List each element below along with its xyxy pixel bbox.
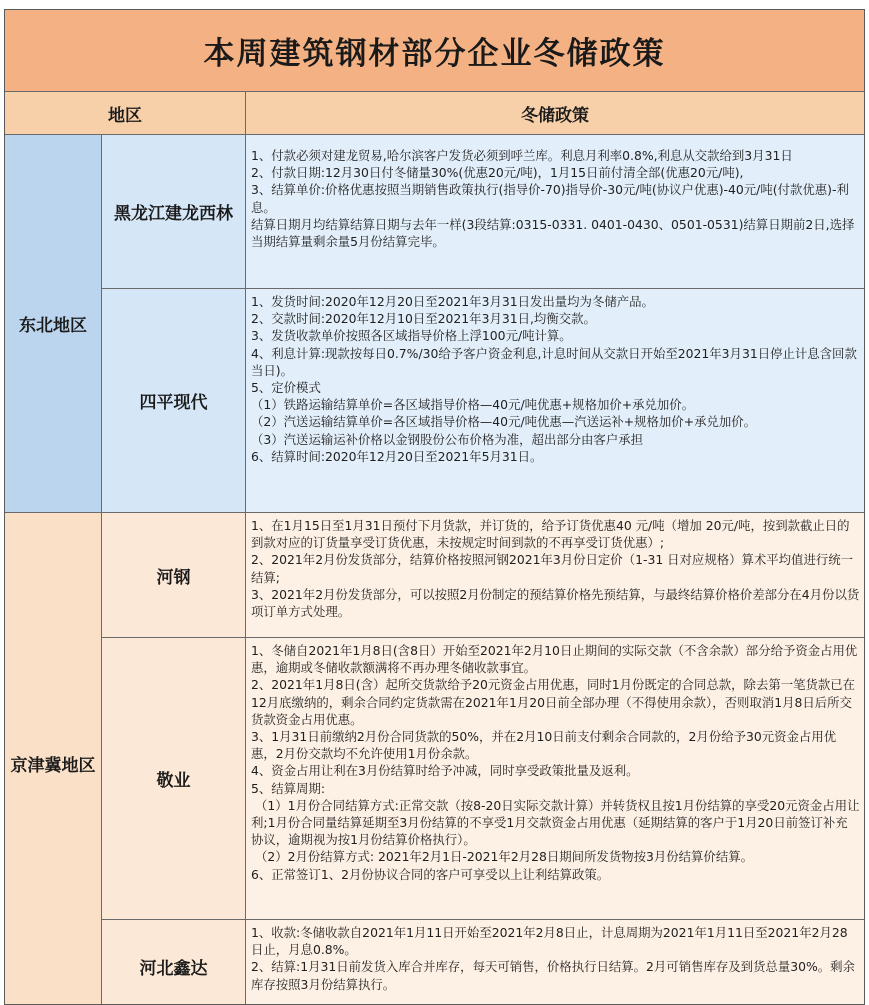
policy-line: 2、交款时间:2020年12月10日至2021年3月31日,均衡交款。 — [251, 311, 596, 327]
policy-line: 5、结算周期: — [251, 780, 326, 796]
page-title: 本周建筑钢材部分企业冬储政策 — [5, 10, 864, 92]
policy-line: 6、结算时间:2020年12月20日至2021年5月31日。 — [251, 448, 543, 464]
region-northeast: 东北地区 — [5, 135, 102, 513]
policy-line: （2）汽送运输结算单价=各区域指导价格—40元/吨优惠—汽送运补+规格加价+承兑加价。 — [251, 414, 757, 430]
policy-hegang — [246, 513, 864, 638]
policy-line: 1、发货时间:2020年12月20日至2021年3月31日发出量均为冬储产品。 — [251, 294, 654, 309]
policy-siping-xiandai — [246, 289, 864, 513]
header-policy: 冬储政策 — [246, 92, 864, 135]
policy-line: 6、正常签订1、2月份协议合同的客户可享受以上让利结算政策。 — [251, 866, 610, 882]
policy-line: （3）汽送运输运补价格以金钢股份公布价格为准，超出部分由客户承担 — [251, 431, 643, 447]
policy-line: 1、冬储自2021年1月8日(含8日）开始至2021年2月10日止期间的实际交款（不含余款）部分给予资金占用优惠，逾期或冬储收款额满将不再办理冬储收款事宜。 — [251, 643, 858, 676]
company-siping-xiandai: 四平现代 — [102, 289, 246, 513]
company-jingye: 敬业 — [102, 638, 246, 920]
policy-line: 3、结算单价:价格优惠按照当期销售政策执行(指导价-70)指导价-30元/吨(协议户优惠)-40元/吨(付款优惠)-利息。 — [251, 182, 849, 215]
company-hegang: 河钢 — [102, 513, 246, 638]
policy-line: 1、在1月15日至1月31日预付下月货款，并订货的，给予订货优惠40 元/吨（增加 20元/吨，按到款截止日的到款对应的订货量享受订货优惠，未按规定时间到款的不再享受订货优惠）; — [251, 518, 850, 551]
policy-heilongjiang-jianlong-xilin — [246, 135, 864, 289]
policy-line: 3、发货收款单价按照各区域指导价格上浮100元/吨计算。 — [251, 328, 572, 344]
policy-line: 1、付款必须对建龙贸易,哈尔滨客户发货必须到呼兰库。利息月利率0.8%,利息从交款给到3月31日 — [251, 148, 793, 163]
policy-line: 1、收款:冬储收款自2021年1月11日开始至2021年2月8日止，计息周期为2021年1月11日至2021年2月28日止，月息0.8%。 — [251, 925, 848, 958]
policy-jingye — [246, 638, 864, 920]
company-hebei-xinda: 河北鑫达 — [102, 920, 246, 1005]
policy-line: 2、2021年1月8日(含）起所交货款给予20元资金占用优惠，同时1月份既定的合同总款，除去第一笔货款已在12月底缴纳的，剩余合同约定货款需在2021年1月20日前全部办理（不得使用余款），否则取消1月8日后所交货款资金占用优惠。 — [251, 677, 856, 727]
policy-line: 5、定价模式 — [251, 380, 321, 396]
policy-line: 2、结算:1月31日前发货入库合并库存，每天可销售，价格执行日结算。2月可销售库存及到货总量30%。剩余库存按照3月份结算执行。 — [251, 959, 855, 992]
company-heilongjiang-jianlong-xilin: 黑龙江建龙西林 — [102, 135, 246, 289]
header-region: 地区 — [5, 92, 246, 135]
winter-storage-policy-table — [4, 9, 865, 1005]
policy-line: 3、2021年2月份发货部分，可以按照2月份制定的预结算价格先预结算，与最终结算价格价差部分在4月份以货项订单方式处理。 — [251, 586, 860, 620]
policy-line: （1）1月份合同结算方式:正常交款（按8-20日实际交款计算）并转货权且按1月份结算的享受20元资金占用让利;1月份合同量结算延期至3月份结算的不享受1月交款资金占用优惠（延期结算的客户于1月20日前签订补充协议，逾期视为按1月份结算价格执行）。 — [251, 797, 860, 848]
policy-line: 3、1月31日前缴纳2月份合同货款的50%，并在2月10日前支付剩余合同款的，2月份给予30元资金占用优惠，2月份交款均不允许使用1月份余款。 — [251, 729, 837, 762]
policy-line: 4、资金占用让利在3月份结算时给予冲减，同时享受政策批量及返利。 — [251, 763, 639, 779]
policy-line: 结算日期月均结算结算日期与去年一样(3段结算:0315-0331. 0401-0430、0501-0531)结算日期前2日,选择当期结算量剩余量5月份结算完毕。 — [251, 216, 855, 250]
region-jingjinji: 京津冀地区 — [5, 513, 102, 1005]
policy-hebei-xinda — [246, 920, 864, 1005]
policy-line: 4、利息计算:现款按每日0.7%/30给予客户资金利息,计息时间从交款日开始至2021年3月31日停止计息含回款当日)。 — [251, 345, 857, 378]
policy-line: （1）铁路运输结算单价=各区域指导价格—40元/吨优惠+规格加价+承兑加价。 — [251, 397, 695, 413]
policy-line: （2）2月份结算方式: 2021年2月1日-2021年2月28日期间所发货物按3月份结算价结算。 — [251, 849, 753, 865]
policy-line: 2、付款日期:12月30日付冬储量30%(优惠20元/吨)，1月15日前付清全部(优惠20元/吨), — [251, 165, 744, 181]
policy-line: 2、2021年2月份发货部分，结算价格按照河钢2021年3月份日定价（1-31 日对应规格）算术平均值进行统一结算; — [251, 552, 854, 585]
